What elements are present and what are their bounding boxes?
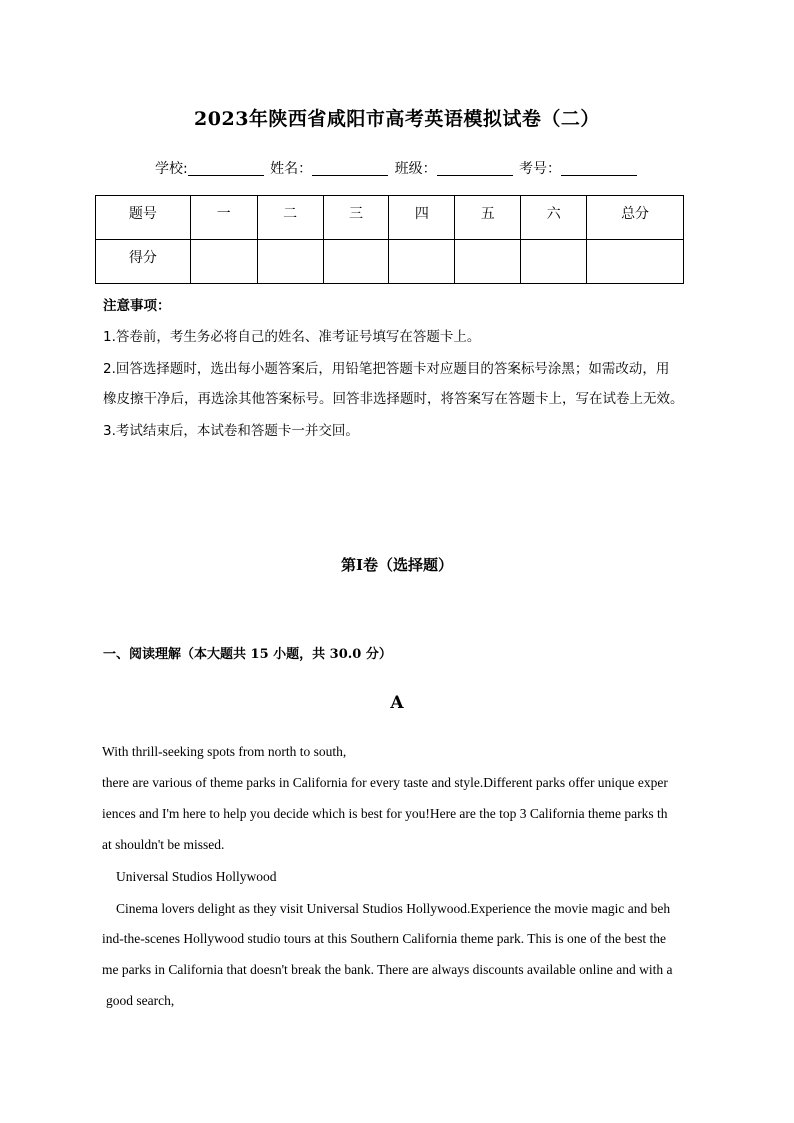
notice-item: 橡皮擦干净后，再选涂其他答案标号。回答非选择题时，将答案写在答题卡上，写在试卷上无效。 — [103, 391, 684, 407]
score-cell — [257, 240, 323, 284]
score-cell — [455, 240, 521, 284]
passage-letter: A — [390, 693, 404, 713]
score-cell-header: 四 — [389, 196, 455, 240]
passage-line: me parks in California that doesn't break the bank. There are always discounts available online and with a — [102, 962, 673, 977]
class-blank — [437, 161, 513, 176]
exam-number-label: 考号： — [519, 161, 562, 177]
score-table-score-row — [96, 240, 684, 284]
class-label: 班级： — [394, 161, 437, 177]
score-cell — [190, 240, 257, 284]
score-cell-header: 总分 — [587, 196, 684, 240]
score-cell — [389, 240, 455, 284]
score-table-header-row — [96, 196, 684, 240]
name-label: 姓名： — [270, 161, 313, 177]
passage-line: good search, — [106, 993, 175, 1008]
score-cell-header: 二 — [257, 196, 323, 240]
exam-number-blank — [561, 161, 637, 176]
passage-line: iences and I'm here to help you decide which is best for you!Here are the top 3 California theme parks th — [102, 806, 668, 821]
section-title: 一、阅读理解（本大题共 15 小题，共 30.0 分） — [103, 647, 392, 662]
student-info-line — [0, 158, 794, 178]
notice-title: 注意事项： — [103, 298, 171, 314]
notice-item: 3.考试结束后，本试卷和答题卡一并交回。 — [103, 423, 359, 439]
passage-line: With thrill-seeking spots from north to south, — [102, 744, 347, 759]
score-cell-header: 三 — [323, 196, 389, 240]
passage-line: at shouldn't be missed. — [102, 837, 225, 852]
score-cell-header: 题号 — [96, 196, 191, 240]
score-cell-header: 六 — [521, 196, 587, 240]
score-row-label: 得分 — [96, 240, 191, 284]
exam-title: 2023年陕西省咸阳市高考英语模拟试卷（二） — [194, 108, 600, 130]
passage-line: ind-the-scenes Hollywood studio tours at this Southern California theme park. This is one of the best the — [102, 931, 667, 946]
notice-item: 1.答卷前，考生务必将自己的姓名、准考证号填写在答题卡上。 — [103, 329, 481, 345]
name-blank — [312, 161, 388, 176]
part-title: 第Ⅰ卷（选择题） — [340, 556, 454, 574]
score-cell — [323, 240, 389, 284]
score-cell-header: 五 — [455, 196, 521, 240]
passage-line: there are various of theme parks in California for every taste and style.Different parks offer unique exper — [102, 775, 668, 790]
notice-item: 2.回答选择题时，选出每小题答案后，用铅笔把答题卡对应题目的答案标号涂黑；如需改动，用 — [103, 361, 670, 377]
score-cell-header: 一 — [190, 196, 257, 240]
school-blank — [188, 161, 264, 176]
school-label: 学校: — [154, 161, 188, 177]
passage-subheading: Universal Studios Hollywood — [116, 869, 277, 884]
score-table — [95, 195, 684, 284]
passage-line: Cinema lovers delight as they visit Universal Studios Hollywood.Experience the movie magic and beh — [116, 901, 671, 916]
score-cell — [521, 240, 587, 284]
score-cell — [587, 240, 684, 284]
